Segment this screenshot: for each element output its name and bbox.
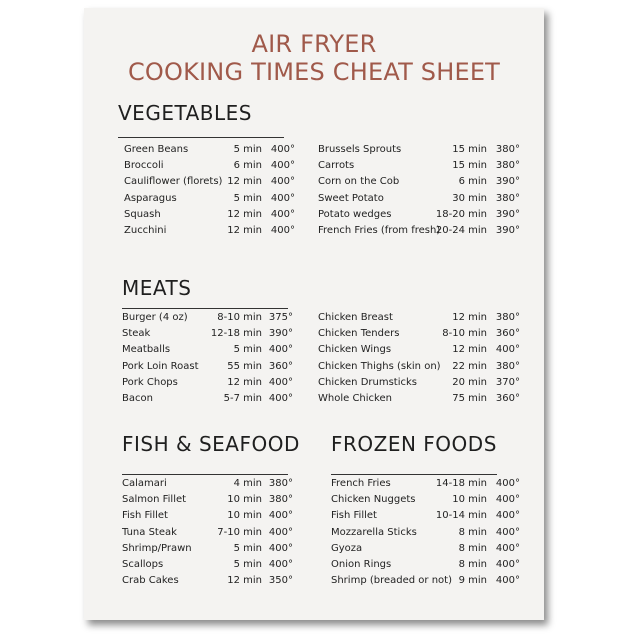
table-row — [122, 391, 297, 407]
table-row — [331, 508, 524, 524]
cook-time: 10-14 min — [435, 510, 487, 522]
cook-temperature: 375° — [268, 312, 293, 323]
cook-time: 12 min — [227, 376, 262, 388]
food-name: Squash — [124, 208, 161, 220]
table-row — [124, 191, 299, 207]
food-name: Chicken Wings — [318, 344, 392, 356]
title-line-1: AIR FRYER — [251, 30, 377, 58]
food-name: Corn on the Cob — [318, 176, 400, 188]
food-name: Pork Chops — [122, 376, 178, 388]
cook-temperature: 400° — [268, 344, 293, 356]
food-name: Onion Rings — [331, 559, 392, 570]
cook-time: 4 min — [233, 478, 262, 489]
table-row — [318, 207, 524, 223]
food-name: Whole Chicken — [318, 393, 392, 404]
food-name: Broccoli — [124, 160, 164, 172]
table-row — [318, 326, 524, 342]
food-name: Brussels Sprouts — [318, 144, 402, 155]
fish-seafood-rule — [122, 474, 288, 475]
food-name: Chicken Thighs (skin on) — [318, 360, 441, 372]
food-name: Bacon — [122, 393, 153, 404]
table-row — [122, 310, 297, 326]
vegetables-heading: VEGETABLES — [118, 101, 252, 125]
cook-temperature: 400° — [270, 176, 295, 188]
table-row — [331, 541, 524, 557]
table-row — [122, 557, 297, 573]
cook-temperature: 400° — [268, 526, 293, 538]
frozen-foods-rule — [331, 474, 497, 475]
cook-time: 5 min — [233, 344, 262, 356]
title-line-2: COOKING TIMES CHEAT SHEET — [127, 58, 501, 86]
food-name: Calamari — [122, 478, 167, 489]
cook-time: 7-10 min — [217, 526, 262, 538]
cheat-sheet-page — [84, 8, 544, 620]
table-row — [331, 573, 524, 589]
cook-time: 20 min — [452, 376, 487, 388]
food-name: Zucchini — [124, 225, 167, 236]
food-name: Mozzarella Sticks — [331, 526, 417, 538]
food-name: Meatballs — [122, 344, 171, 356]
food-name: French Fries (from fresh) — [318, 225, 441, 236]
cook-temperature: 400° — [270, 144, 295, 155]
food-name: Chicken Tenders — [318, 328, 400, 340]
cook-time: 5 min — [233, 542, 262, 554]
food-name: Scallops — [122, 559, 164, 570]
food-name: Chicken Nuggets — [331, 494, 416, 506]
cook-time: 10 min — [227, 510, 262, 522]
cook-temperature: 400° — [268, 542, 293, 554]
cook-time: 5 min — [233, 144, 262, 155]
fish-seafood-heading: FISH & SEAFOOD — [122, 432, 300, 456]
cook-temperature: 400° — [270, 192, 295, 204]
table-row — [124, 207, 299, 223]
cook-temperature: 380° — [495, 144, 520, 155]
cook-temperature: 360° — [495, 328, 520, 340]
cook-temperature: 400° — [495, 542, 520, 554]
table-row — [122, 359, 297, 375]
table-row — [122, 375, 297, 391]
food-name: Green Beans — [124, 144, 189, 155]
table-row — [122, 476, 297, 492]
cook-time: 12 min — [227, 225, 262, 236]
table-row — [124, 158, 299, 174]
table-row — [318, 391, 524, 407]
meats-heading: MEATS — [122, 276, 192, 300]
cook-time: 14-18 min — [435, 478, 487, 489]
cook-time: 6 min — [458, 176, 487, 188]
table-row — [122, 492, 297, 508]
food-name: Chicken Drumsticks — [318, 376, 417, 388]
food-name: Salmon Fillet — [122, 494, 187, 506]
cook-temperature: 400° — [268, 559, 293, 570]
meats-rule — [122, 308, 288, 309]
cook-time: 5 min — [233, 192, 262, 204]
cook-time: 10 min — [227, 494, 262, 506]
cook-temperature: 370° — [495, 376, 520, 388]
cook-temperature: 350° — [268, 575, 293, 587]
cook-temperature: 400° — [495, 526, 520, 538]
cook-temperature: 380° — [495, 312, 520, 323]
food-name: Fish Fillet — [331, 510, 377, 522]
cook-temperature: 400° — [270, 160, 295, 172]
cook-time: 20-24 min — [435, 225, 487, 236]
table-row — [124, 223, 299, 239]
cook-time: 30 min — [452, 192, 487, 204]
table-row — [122, 342, 297, 358]
food-name: French Fries — [331, 478, 391, 489]
table-row — [122, 541, 297, 557]
cook-temperature: 380° — [495, 192, 520, 204]
table-row — [122, 508, 297, 524]
vegetables-rule — [118, 137, 284, 138]
table-row — [122, 525, 297, 541]
food-name: Tuna Steak — [122, 526, 177, 538]
cook-temperature: 360° — [268, 360, 293, 372]
food-name: Chicken Breast — [318, 312, 393, 323]
cook-temperature: 400° — [270, 225, 295, 236]
table-row — [124, 142, 299, 158]
table-row — [318, 342, 524, 358]
cook-time: 15 min — [452, 160, 487, 172]
cook-time: 12 min — [227, 575, 262, 587]
cook-time: 6 min — [233, 160, 262, 172]
table-row — [122, 326, 297, 342]
cook-temperature: 380° — [268, 494, 293, 506]
cook-temperature: 400° — [268, 510, 293, 522]
table-row — [331, 492, 524, 508]
cook-temperature: 400° — [495, 510, 520, 522]
cook-temperature: 400° — [495, 494, 520, 506]
food-name: Asparagus — [124, 192, 177, 204]
cook-time: 22 min — [452, 360, 487, 372]
table-row — [331, 476, 524, 492]
table-row — [124, 174, 299, 190]
cook-time: 12 min — [452, 312, 487, 323]
food-name: Sweet Potato — [318, 192, 384, 204]
cook-temperature: 390° — [495, 208, 520, 220]
cook-temperature: 390° — [495, 176, 520, 188]
food-name: Gyoza — [331, 542, 363, 554]
cook-time: 8 min — [458, 542, 487, 554]
food-name: Fish Fillet — [122, 510, 168, 522]
food-name: Crab Cakes — [122, 575, 179, 587]
food-name: Shrimp (breaded or not) — [331, 575, 452, 587]
frozen-foods-heading: FROZEN FOODS — [331, 432, 497, 456]
cook-temperature: 400° — [270, 208, 295, 220]
food-name: Burger (4 oz) — [122, 312, 188, 323]
table-row — [122, 573, 297, 589]
cook-temperature: 400° — [495, 344, 520, 356]
cook-temperature: 400° — [495, 478, 520, 489]
food-name: Cauliflower (florets) — [124, 176, 223, 188]
table-row — [318, 142, 524, 158]
cook-temperature: 380° — [495, 160, 520, 172]
cook-temperature: 400° — [268, 376, 293, 388]
cook-temperature: 380° — [495, 360, 520, 372]
cook-time: 12 min — [452, 344, 487, 356]
cook-temperature: 390° — [268, 328, 293, 340]
cook-time: 9 min — [458, 575, 487, 587]
cook-time: 12-18 min — [210, 328, 262, 340]
cook-time: 12 min — [227, 176, 262, 188]
food-name: Carrots — [318, 160, 355, 172]
cook-time: 75 min — [452, 393, 487, 404]
food-name: Pork Loin Roast — [122, 360, 199, 372]
table-row — [318, 375, 524, 391]
food-name: Steak — [122, 328, 151, 340]
cook-temperature: 360° — [495, 393, 520, 404]
cook-time: 8-10 min — [442, 328, 487, 340]
table-row — [318, 174, 524, 190]
cook-temperature: 400° — [268, 393, 293, 404]
cook-time: 8-10 min — [217, 312, 262, 323]
table-row — [318, 158, 524, 174]
cook-time: 12 min — [227, 208, 262, 220]
cook-temperature: 400° — [495, 575, 520, 587]
cook-time: 8 min — [458, 559, 487, 570]
cook-time: 55 min — [227, 360, 262, 372]
table-row — [331, 525, 524, 541]
cook-time: 10 min — [452, 494, 487, 506]
cook-temperature: 400° — [495, 559, 520, 570]
cook-temperature: 390° — [495, 225, 520, 236]
table-row — [318, 359, 524, 375]
table-row — [331, 557, 524, 573]
food-name: Potato wedges — [318, 208, 392, 220]
cook-time: 18-20 min — [435, 208, 487, 220]
cook-time: 5-7 min — [223, 393, 262, 404]
cook-time: 8 min — [458, 526, 487, 538]
cook-time: 15 min — [452, 144, 487, 155]
cook-time: 5 min — [233, 559, 262, 570]
food-name: Shrimp/Prawn — [122, 542, 192, 554]
table-row — [318, 191, 524, 207]
table-row — [318, 310, 524, 326]
cook-temperature: 380° — [268, 478, 293, 489]
table-row — [318, 223, 524, 239]
